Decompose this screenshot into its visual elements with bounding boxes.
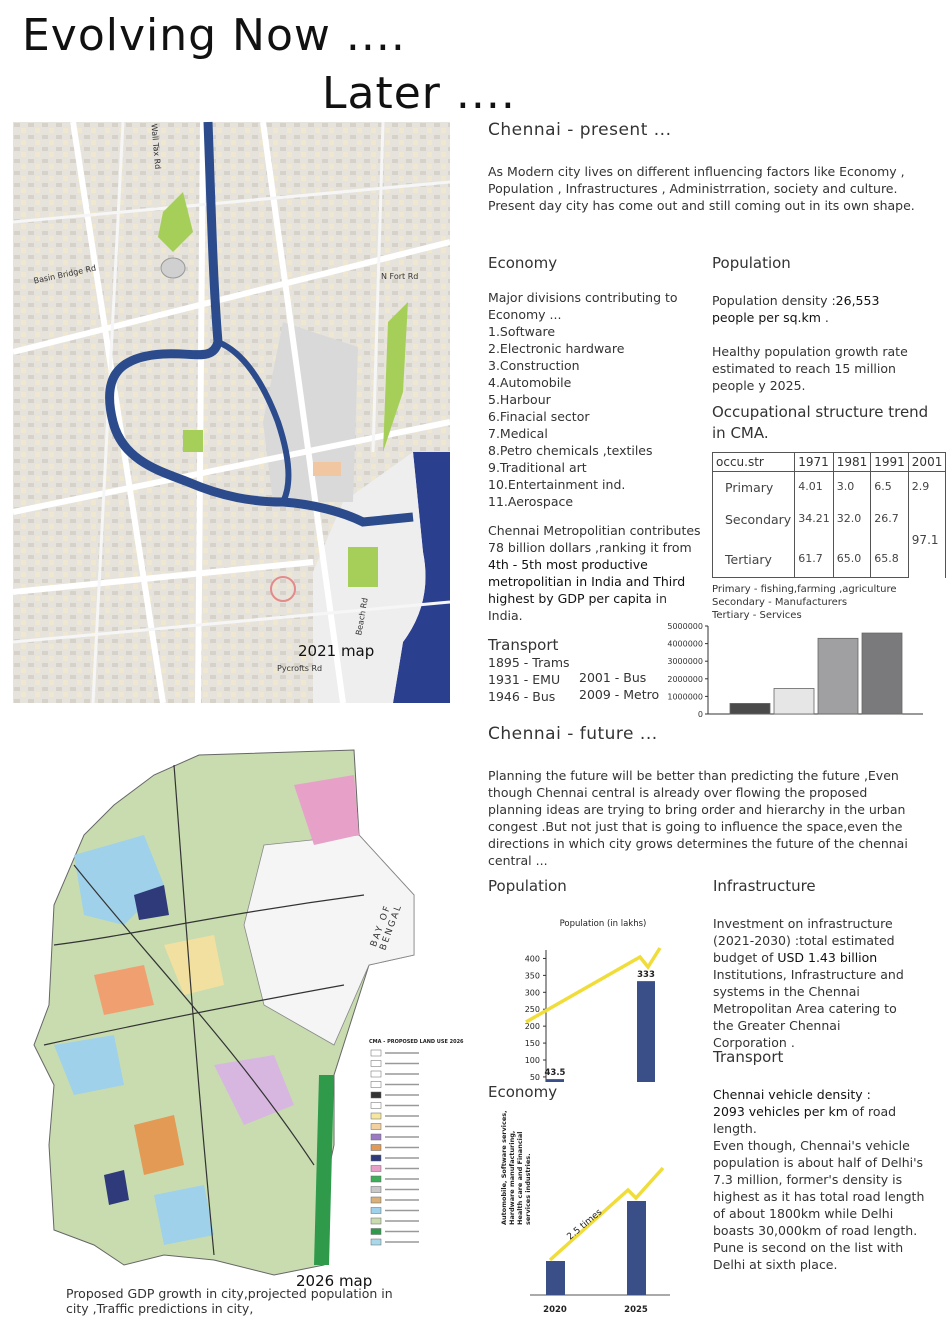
table-row-tertiary-label: Tertiary: [713, 542, 795, 578]
occupation-bar-chart: [640, 618, 930, 722]
y-tick-label: 400: [524, 954, 540, 964]
infra-text-c: Institutions, Infrastructure and systems in the Chennai Metropolitan Area catering to the Greater Chennai Corporation .: [713, 967, 904, 1050]
table-header-1971: 1971: [795, 453, 834, 472]
table-cell: 65.8: [871, 542, 909, 578]
legend-secondary: Secondary - Manufacturers: [712, 597, 848, 608]
map-label-basin: Basin Bridge Rd: [32, 263, 97, 286]
vehicle-density-c: of road length.: [713, 1104, 897, 1136]
legend-swatch: [371, 1197, 381, 1203]
legend-tertiary: Tertiary - Services: [712, 610, 802, 621]
vehicle-density-b: 2093 vehicles per km: [713, 1104, 848, 1119]
bar: [862, 633, 902, 714]
table-cell: 6.5: [871, 472, 909, 502]
legend-swatch: [371, 1208, 381, 1214]
map-sea-label: BAY OF BENGAL: [369, 902, 405, 952]
y-tick-label: 350: [524, 971, 540, 981]
map-legend: [369, 1050, 459, 1264]
y-tick-label: 2000000: [667, 674, 703, 684]
economy-list-item: 10.Entertainment ind.: [488, 477, 626, 492]
y-tick-label: 4000000: [667, 639, 703, 649]
vehicle-density-a: Chennai vehicle density :: [713, 1087, 871, 1102]
legend-swatch: [371, 1187, 381, 1193]
economy-list-item: 3.Construction: [488, 358, 580, 373]
future-note: Proposed GDP growth in city,projected population in city ,Traffic predictions in city,: [66, 1286, 393, 1316]
economy-list-item: 4.Automobile: [488, 375, 572, 390]
future-transport-heading: Transport: [713, 1048, 784, 1066]
page-subtitle: Later ....: [322, 68, 516, 119]
y-tick-label: 50: [529, 1072, 540, 1082]
future-intro: Planning the future will be better than predicting the future ,Even though Chennai central is already over flowing the proposed planning ideas are trying to bring order and hierarchy in the urban congest .But not just that is going to influence the space,even the directions in which city grows determines the future of the chennai central ...: [488, 768, 908, 868]
chart-title: Population (in lakhs): [559, 919, 647, 929]
map-legend-title: CMA - PROPOSED LAND USE 2026: [369, 1039, 464, 1045]
y-tick-label: 250: [524, 1005, 540, 1015]
map-2026: [14, 745, 464, 1290]
gdp-text-b: 4th - 5th most productive metropolitian in India and Third highest by GDP per capita: [488, 557, 686, 606]
legend-swatch: [371, 1071, 381, 1077]
legend-swatch: [371, 1092, 381, 1098]
map-2021: [13, 122, 450, 703]
table-cell-merged-2001: 97.1: [908, 502, 946, 578]
gdp-text-c: in India.: [488, 591, 668, 623]
table-header-1981: 1981: [833, 453, 871, 472]
economy-list-item: 7.Medical: [488, 426, 548, 441]
bar: [730, 703, 770, 714]
map-label-nfort: N Fort Rd: [381, 272, 419, 281]
y-tick-label: 100: [524, 1056, 540, 1065]
future-economy-heading: Economy: [488, 1083, 558, 1101]
bar: [637, 981, 655, 1082]
data-label: 43.5: [544, 1068, 566, 1079]
economy-list-item: 1.Software: [488, 324, 556, 339]
table-cell: 34.21: [795, 502, 834, 542]
economy-list: [488, 289, 693, 510]
y-tick-label: 150: [524, 1039, 540, 1049]
y-tick-label: 200: [524, 1022, 540, 1032]
table-row-primary-label: Primary: [713, 472, 795, 502]
legend-swatch: [371, 1134, 381, 1140]
x-tick-label: 2025: [624, 1305, 648, 1315]
y-tick-label: 3000000: [667, 657, 703, 667]
data-label: 333: [637, 970, 655, 981]
bar: [774, 688, 814, 714]
economy-heading: Economy: [488, 254, 558, 272]
transport-item-1946: 1946 - Bus: [488, 689, 556, 704]
future-transport-text: [713, 1086, 931, 1273]
vehicle-density-text: Even though, Chennai's vehicle population is about half of Delhi's 7.3 million, former's density is highest as it has total road length of about 1800km while Delhi boasts 30,000km of road length. Pune is second on the list with Delhi at sixth place.: [713, 1138, 925, 1272]
legend-swatch: [371, 1050, 381, 1056]
legend-swatch: [371, 1082, 381, 1088]
legend-primary: Primary - fishing,farming ,agriculture: [712, 584, 897, 595]
legend-swatch: [371, 1176, 381, 1182]
economy-list-item: 8.Petro chemicals ,textiles: [488, 443, 653, 458]
population-projection-chart: [500, 912, 675, 1087]
legend-swatch: [371, 1145, 381, 1151]
population-density: [712, 292, 912, 326]
table-header-2001: 2001: [908, 453, 946, 472]
legend-swatch: [371, 1124, 381, 1130]
population-density-c: .: [820, 310, 829, 325]
occupational-table: [712, 452, 946, 578]
y-tick-label: 0: [697, 710, 703, 719]
population-density-a: Population density :: [712, 293, 836, 308]
legend-swatch: [371, 1113, 381, 1119]
x-tick-label: 2020: [543, 1305, 567, 1315]
map-label-pycrofts: Pycrofts Rd: [277, 664, 323, 673]
table-cell: 32.0: [833, 502, 871, 542]
legend-swatch: [371, 1166, 381, 1172]
economy-lead: Major divisions contributing to Economy ...: [488, 290, 678, 322]
transport-present-col1: [488, 654, 578, 705]
table-cell: 26.7: [871, 502, 909, 542]
transport-item-2009: 2009 - Metro: [579, 687, 660, 702]
map-2021-caption: 2021 map: [298, 642, 375, 660]
transport-item-1931: 1931 - EMU: [488, 672, 561, 687]
gdp-text: [488, 522, 703, 624]
economy-list-item: 9.Traditional art: [488, 460, 587, 475]
table-header-1991: 1991: [871, 453, 909, 472]
map-2026-caption: 2026 map: [296, 1272, 373, 1290]
future-population-heading: Population: [488, 877, 567, 895]
table-row-secondary-label: Secondary: [713, 502, 795, 542]
chart-annotation: 2.5 times: [565, 1207, 605, 1243]
legend-swatch: [371, 1218, 381, 1224]
present-intro: As Modern city lives on different influencing factors like Economy , Population , Infrastructures , Administrration, society and culture. Present day city has come out and still coming out in its own shape.: [488, 164, 915, 213]
infrastructure-heading: Infrastructure: [713, 877, 816, 895]
economy-list-item: 5.Harbour: [488, 392, 551, 407]
present-heading: Chennai - present ...: [488, 120, 672, 140]
economy-list-item: 11.Aerospace: [488, 494, 574, 509]
bar: [818, 638, 858, 714]
future-heading: Chennai - future ...: [488, 724, 658, 744]
occupation-legend: [712, 583, 897, 622]
bar: [546, 1079, 564, 1082]
map-label-beach: Beach Rd: [354, 597, 370, 636]
economy-list-item: 2.Electronic hardware: [488, 341, 625, 356]
bar: [546, 1261, 565, 1295]
table-header-occu: occu.str: [713, 453, 795, 472]
transport-present-heading: Transport: [488, 636, 559, 654]
table-cell: 61.7: [795, 542, 834, 578]
infrastructure-text: [713, 915, 918, 1051]
y-tick-label: 5000000: [667, 622, 703, 631]
map-label-walltax: Wall Tax Rd: [149, 123, 163, 170]
gdp-text-a: Chennai Metropolitian contributes 78 billion dollars ,ranking it from: [488, 523, 701, 555]
map-legend-swatches: [369, 1050, 459, 1260]
map-2021-graphic: [13, 122, 450, 703]
economy-chart-ylabel: Automobile, Software services, Hardware manufacturing, Health care and Financial services industries.: [500, 1110, 532, 1225]
population-heading: Population: [712, 254, 791, 272]
population-density-b: 26,553 people per sq.km: [712, 293, 880, 325]
table-cell: 2.9: [908, 472, 946, 502]
table-cell: 65.0: [833, 542, 871, 578]
economy-list-item: 6.Finacial sector: [488, 409, 590, 424]
legend-swatch: [371, 1103, 381, 1109]
legend-swatch: [371, 1239, 381, 1245]
infra-text-b: USD 1.43 billion: [777, 950, 878, 965]
legend-swatch: [371, 1229, 381, 1235]
transport-item-2001: 2001 - Bus: [579, 670, 647, 685]
gdp-growth-chart: [520, 1150, 680, 1315]
y-tick-label: 300: [524, 988, 540, 998]
bar: [627, 1201, 646, 1295]
page-title: Evolving Now ....: [22, 10, 406, 61]
table-cell: 4.01: [795, 472, 834, 502]
y-tick-label: 1000000: [667, 692, 703, 702]
trend-line: [550, 1168, 663, 1260]
occupational-heading: Occupational structure trend in CMA.: [712, 403, 929, 442]
population-growth: Healthy population growth rate estimated to reach 15 million people y 2025.: [712, 344, 908, 393]
infra-text-a: Investment on infrastructure (2021-2030) :total estimated budget of: [713, 916, 895, 965]
legend-swatch: [371, 1061, 381, 1067]
table-cell: 3.0: [833, 472, 871, 502]
transport-item-1895: 1895 - Trams: [488, 655, 570, 670]
legend-swatch: [371, 1155, 381, 1161]
economy-items: [488, 323, 693, 510]
